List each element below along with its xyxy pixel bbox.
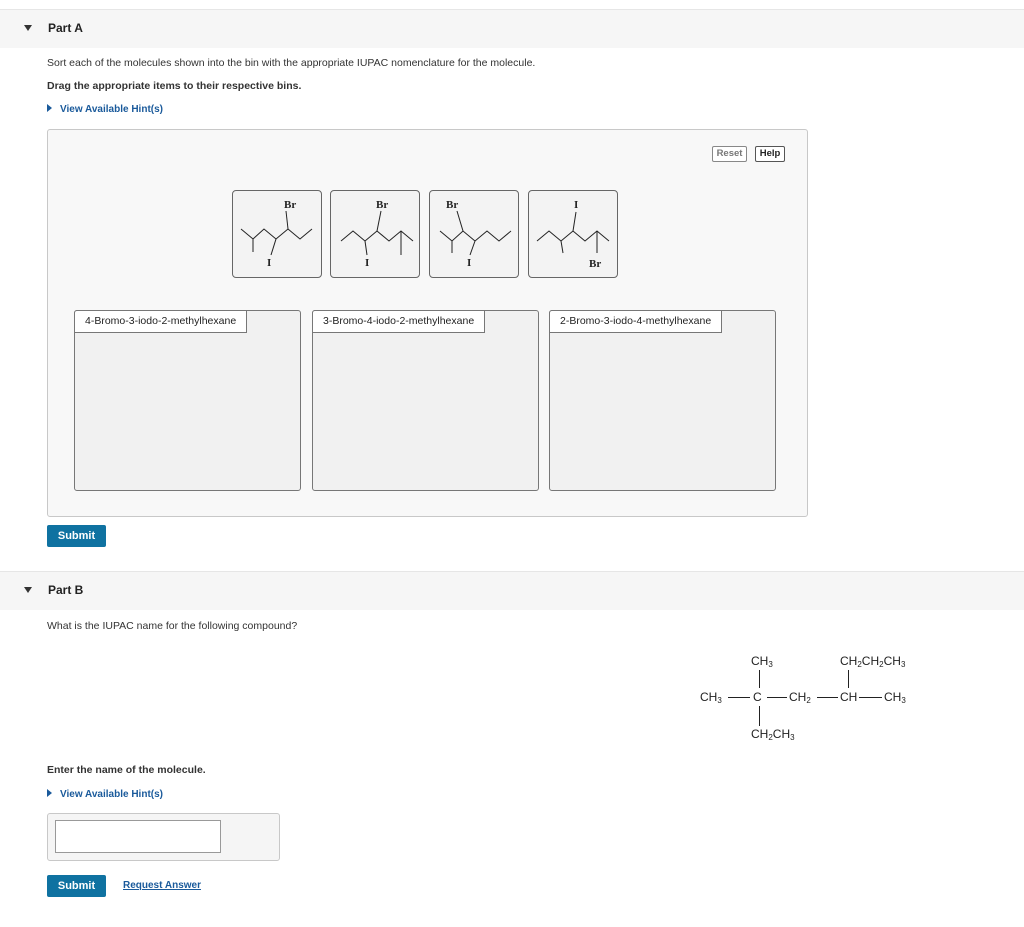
bond-line: [859, 697, 882, 698]
molecule-tile[interactable]: [429, 190, 519, 278]
top-methyl: $CH_3$: [751, 654, 773, 669]
ethyl-branch: $CH_2CH_3$: [751, 727, 795, 742]
mol-label-top: Br: [284, 199, 297, 211]
drop-bin[interactable]: [74, 310, 301, 491]
drop-bin[interactable]: [312, 310, 539, 491]
mol-label-top: Br: [376, 199, 389, 211]
propyl-branch: $CH_2CH_2CH_3$: [840, 654, 906, 669]
part-a-title: Part A: [48, 21, 83, 35]
bin-label: 3-Bromo-4-iodo-2-methylhexane: [312, 310, 485, 333]
view-hints-link[interactable]: [47, 104, 163, 115]
reset-button[interactable]: Reset: [712, 146, 747, 162]
collapse-triangle-icon[interactable]: [24, 25, 32, 31]
bond-line: [759, 670, 760, 688]
left-methyl: $CH_3$: [700, 690, 722, 705]
bond-line: [767, 697, 787, 698]
mol-label-bottom: I: [267, 257, 272, 269]
part-b-submit-button[interactable]: Submit: [47, 875, 106, 897]
mol-label-top: Br: [446, 199, 459, 211]
part-b-title: Part B: [48, 583, 84, 597]
skeletal-structure: [430, 191, 520, 279]
answer-input[interactable]: [55, 820, 221, 853]
help-button[interactable]: Help: [755, 146, 785, 162]
bond-line: [848, 670, 849, 688]
drop-bin[interactable]: [549, 310, 776, 491]
molecule-tile[interactable]: [232, 190, 322, 278]
part-b-question: What is the IUPAC name for the following compound?: [47, 620, 298, 632]
caret-right-icon: [47, 789, 52, 797]
part-a-header[interactable]: [0, 9, 1024, 48]
bin-label: 4-Bromo-3-iodo-2-methylhexane: [74, 310, 247, 333]
right-methyl: $CH_3$: [884, 690, 906, 705]
mol-label-bottom: I: [365, 257, 370, 269]
enter-name-label: Enter the name of the molecule.: [47, 764, 206, 776]
bin-label: 2-Bromo-3-iodo-4-methylhexane: [549, 310, 722, 333]
bond-line: [759, 706, 760, 726]
part-b-header[interactable]: [0, 571, 1024, 610]
quaternary-carbon: C: [753, 690, 762, 704]
mol-label-bottom: I: [467, 257, 472, 269]
answer-container: [47, 813, 280, 861]
caret-right-icon: [47, 104, 52, 112]
methylene: $CH_2$: [789, 690, 811, 705]
molecule-tile[interactable]: [330, 190, 420, 278]
drag-instruction: Drag the appropriate items to their respective bins.: [47, 80, 302, 92]
mol-label-top: I: [574, 199, 579, 211]
collapse-triangle-icon[interactable]: [24, 587, 32, 593]
methine: CH: [840, 690, 858, 704]
view-hints-label: View Available Hint(s): [60, 104, 163, 115]
part-a-submit-button[interactable]: Submit: [47, 525, 106, 547]
view-hints-link[interactable]: [47, 789, 163, 800]
part-a-instruction: Sort each of the molecules shown into the bin with the appropriate IUPAC nomenclature for the molecule.: [47, 57, 536, 69]
skeletal-structure: [331, 191, 421, 279]
skeletal-structure: [233, 191, 323, 279]
bond-line: [817, 697, 838, 698]
request-answer-link[interactable]: Request Answer: [123, 880, 201, 891]
bond-line: [728, 697, 750, 698]
molecule-tile[interactable]: [528, 190, 618, 278]
view-hints-label: View Available Hint(s): [60, 789, 163, 800]
mol-label-bottom: Br: [589, 258, 602, 270]
skeletal-structure: [529, 191, 619, 279]
